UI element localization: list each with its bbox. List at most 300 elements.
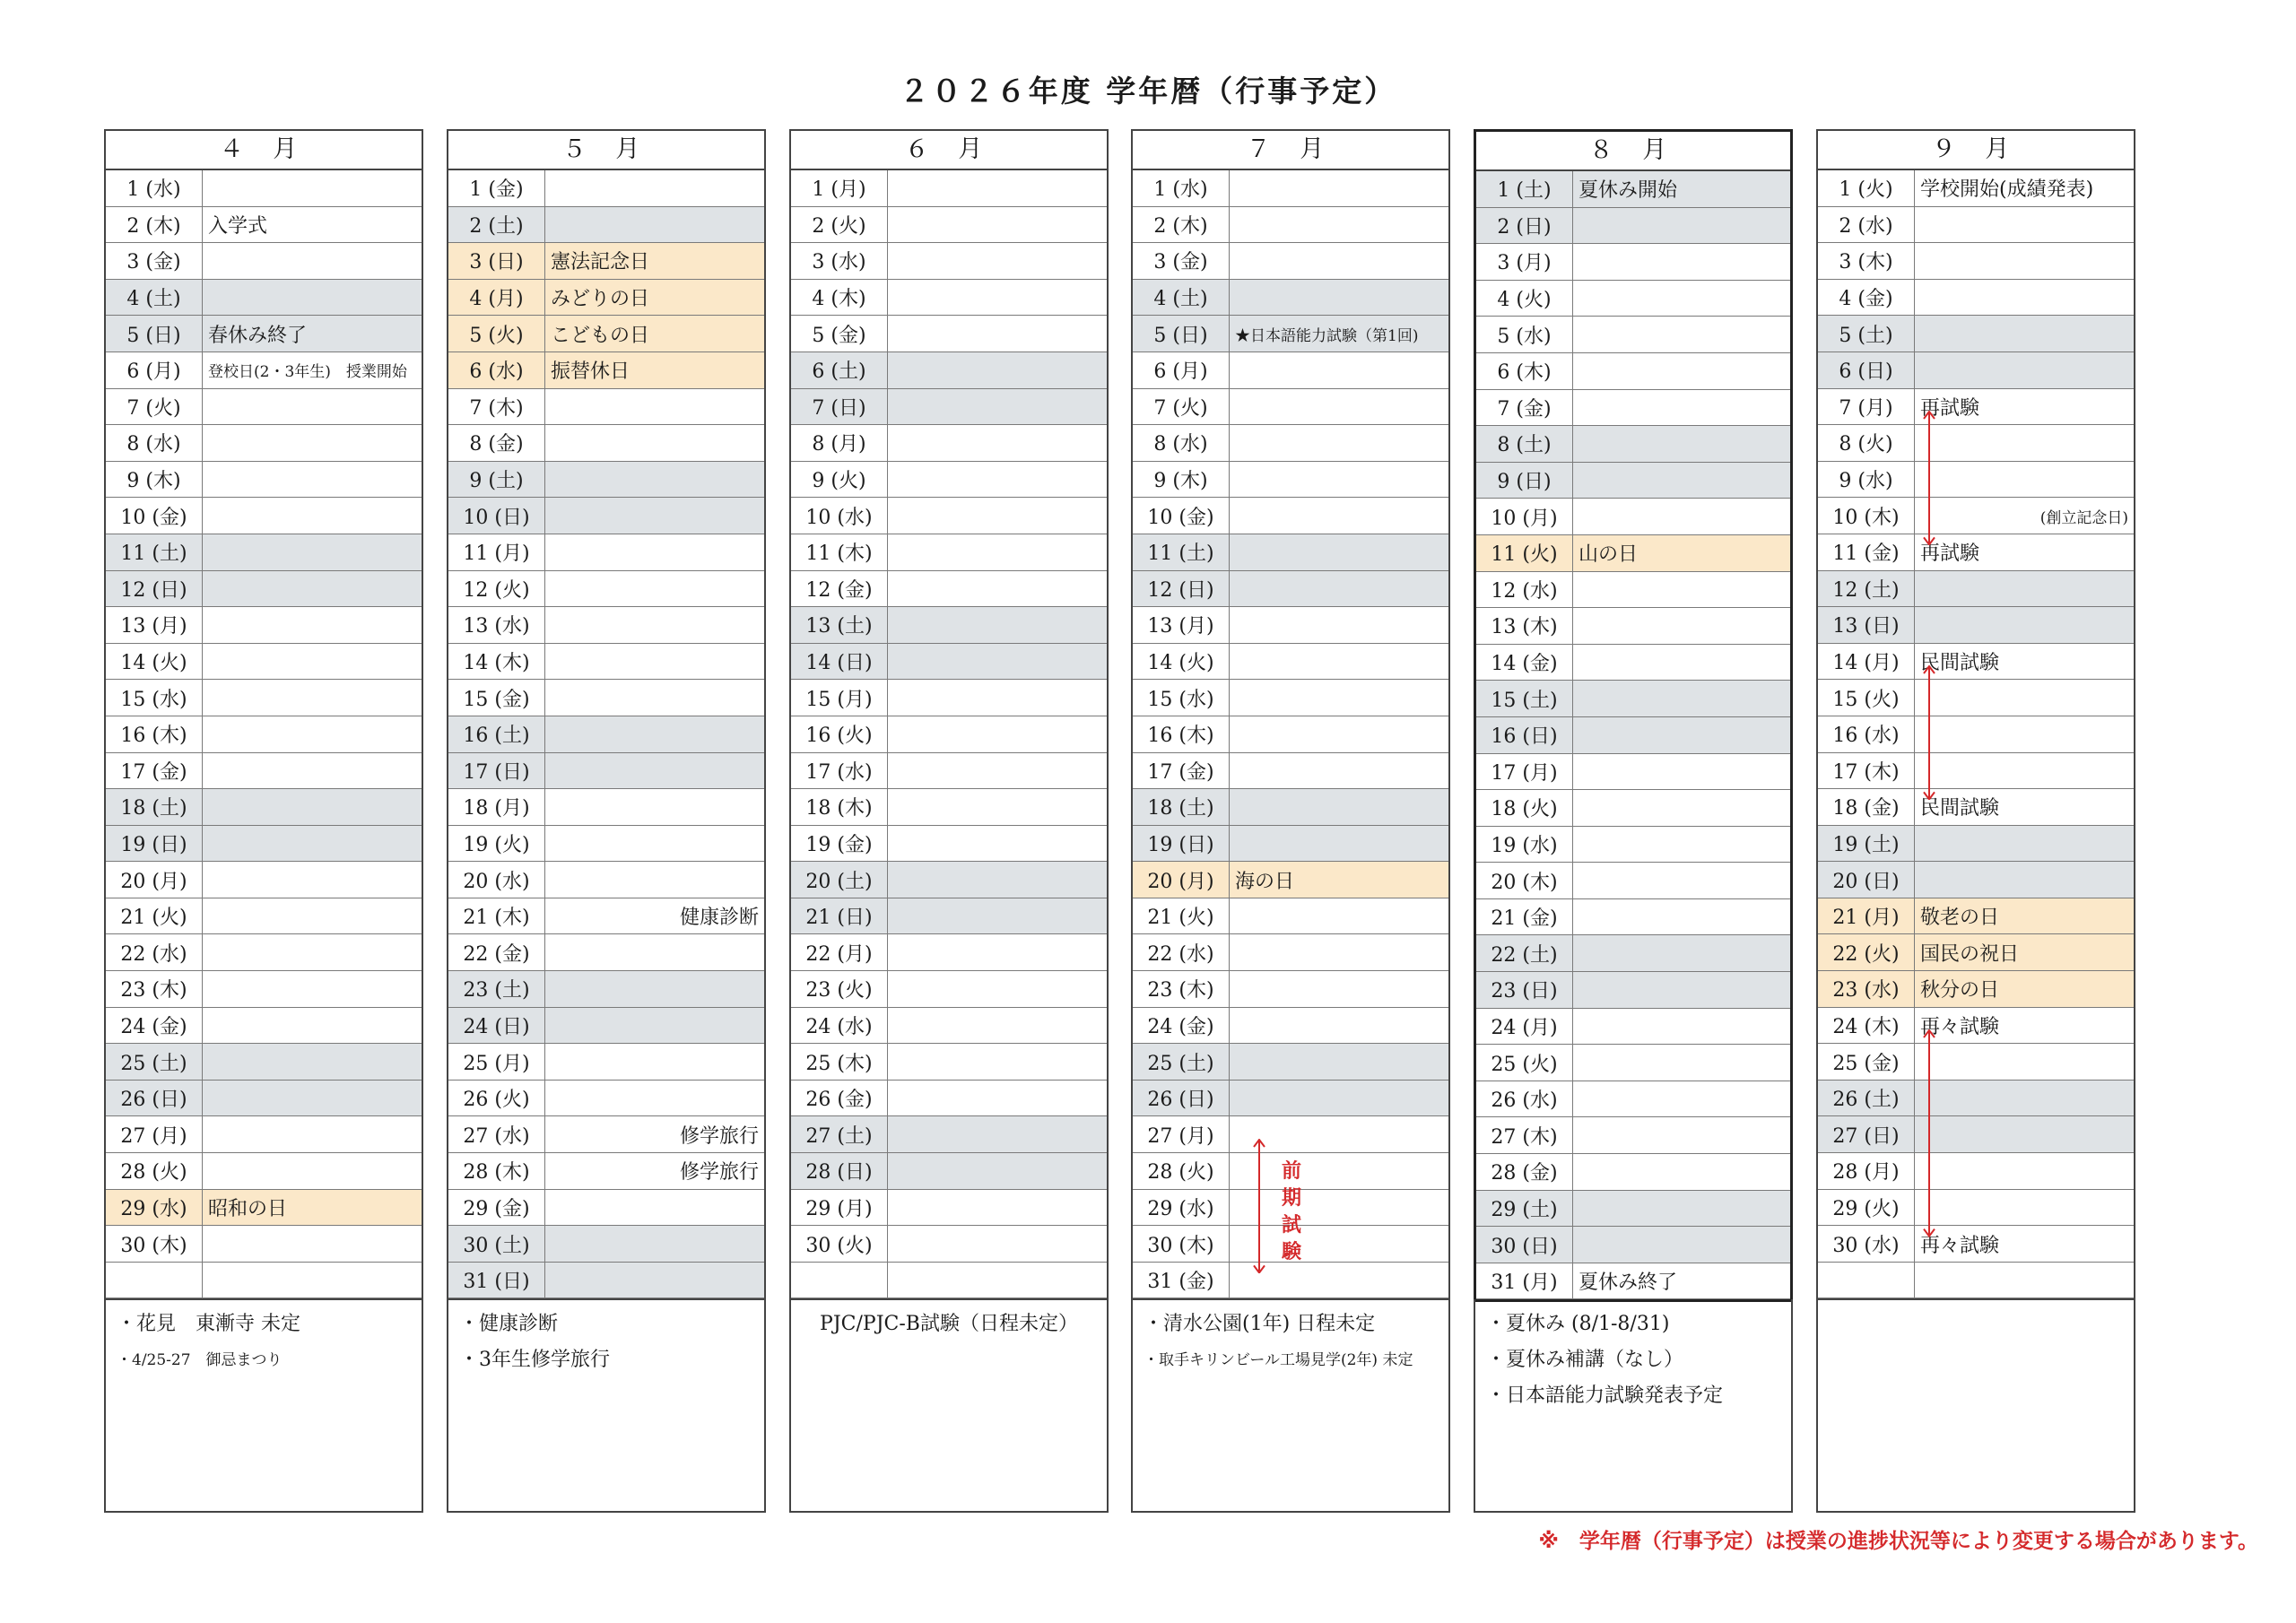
day-row bbox=[106, 1190, 422, 1227]
date-cell: 29 (火) bbox=[1818, 1190, 1915, 1226]
date-cell: 20 (土) bbox=[791, 862, 888, 898]
day-row bbox=[1476, 717, 1790, 754]
event-cell bbox=[545, 1190, 764, 1226]
event-cell bbox=[1230, 280, 1448, 316]
date-cell: 28 (日) bbox=[791, 1153, 888, 1189]
date-cell: 29 (土) bbox=[1476, 1191, 1573, 1227]
day-row bbox=[448, 1153, 764, 1190]
day-row bbox=[448, 243, 764, 280]
date-cell: 1 (水) bbox=[106, 170, 203, 206]
event-cell bbox=[1915, 207, 2134, 243]
date-cell: 13 (水) bbox=[448, 607, 545, 643]
day-row bbox=[1818, 352, 2134, 389]
day-row bbox=[1133, 280, 1448, 317]
date-cell: 23 (木) bbox=[1133, 971, 1230, 1007]
day-row bbox=[448, 389, 764, 426]
date-cell: 21 (月) bbox=[1818, 898, 1915, 934]
day-row bbox=[1133, 534, 1448, 571]
event-cell: 山の日 bbox=[1578, 543, 1639, 567]
event-cell bbox=[1573, 499, 1790, 534]
event-cell bbox=[888, 1190, 1107, 1226]
event-cell bbox=[1573, 244, 1790, 280]
date-cell: 21 (金) bbox=[1476, 899, 1573, 935]
day-row bbox=[448, 1226, 764, 1263]
event-cell: 健康診断 bbox=[679, 907, 759, 930]
month-notes bbox=[1816, 1299, 2135, 1513]
event-cell bbox=[545, 498, 764, 534]
day-row bbox=[1476, 171, 1790, 208]
day-row bbox=[106, 243, 422, 280]
note-item: ・健康診断 bbox=[459, 1312, 559, 1335]
date-cell: 17 (金) bbox=[1133, 753, 1230, 789]
note-item: ・夏休み (8/1-8/31) bbox=[1486, 1312, 1670, 1335]
date-cell: 25 (火) bbox=[1476, 1045, 1573, 1081]
event-cell bbox=[1573, 935, 1790, 971]
date-cell: 22 (火) bbox=[1818, 934, 1915, 970]
date-cell: 31 (月) bbox=[1476, 1263, 1573, 1299]
date-cell: 13 (木) bbox=[1476, 608, 1573, 644]
date-cell: 20 (水) bbox=[448, 862, 545, 898]
date-cell: 24 (月) bbox=[1476, 1009, 1573, 1045]
event-cell: 海の日 bbox=[1235, 870, 1295, 893]
day-row bbox=[1476, 899, 1790, 936]
day-row bbox=[448, 534, 764, 571]
month-column bbox=[1474, 129, 1793, 1302]
event-cell bbox=[1573, 1227, 1790, 1263]
date-cell: 20 (月) bbox=[1133, 862, 1230, 898]
day-row bbox=[791, 1226, 1107, 1263]
day-row bbox=[448, 680, 764, 716]
date-cell: 18 (土) bbox=[1133, 789, 1230, 825]
event-cell bbox=[1230, 644, 1448, 680]
event-cell bbox=[888, 316, 1107, 352]
date-cell: 8 (月) bbox=[791, 425, 888, 461]
day-row bbox=[1476, 1263, 1790, 1300]
date-cell: 18 (金) bbox=[1818, 789, 1915, 825]
day-row bbox=[448, 1008, 764, 1045]
day-row bbox=[1476, 390, 1790, 427]
date-cell: 9 (日) bbox=[1476, 463, 1573, 499]
day-row bbox=[1818, 680, 2134, 716]
event-cell bbox=[1915, 352, 2134, 388]
day-row bbox=[1818, 316, 2134, 352]
day-row bbox=[106, 716, 422, 753]
event-cell bbox=[545, 1081, 764, 1116]
date-cell: 6 (土) bbox=[791, 352, 888, 388]
month-column bbox=[447, 129, 766, 1300]
day-row bbox=[106, 789, 422, 826]
event-cell bbox=[888, 498, 1107, 534]
date-cell: 21 (木) bbox=[448, 898, 545, 934]
date-cell bbox=[791, 1263, 888, 1298]
day-row bbox=[1476, 463, 1790, 499]
day-row bbox=[1133, 170, 1448, 207]
day-row bbox=[1133, 1044, 1448, 1081]
event-cell: 修学旅行 bbox=[679, 1161, 759, 1185]
day-row bbox=[448, 1263, 764, 1299]
date-cell: 8 (水) bbox=[1133, 425, 1230, 461]
event-cell bbox=[1230, 389, 1448, 425]
day-row bbox=[448, 1190, 764, 1227]
range-arrow-icon bbox=[1920, 411, 1938, 545]
event-cell bbox=[1573, 426, 1790, 462]
note-item: PJC/PJC-B試験（日程未定） bbox=[820, 1312, 1078, 1335]
date-cell: 23 (水) bbox=[1818, 971, 1915, 1007]
event-cell bbox=[1573, 827, 1790, 863]
event-cell bbox=[203, 462, 422, 498]
month-column bbox=[1131, 129, 1450, 1300]
date-cell: 18 (土) bbox=[106, 789, 203, 825]
date-cell: 26 (土) bbox=[1818, 1081, 1915, 1116]
day-row bbox=[1476, 972, 1790, 1009]
date-cell: 19 (水) bbox=[1476, 827, 1573, 863]
day-row bbox=[106, 534, 422, 571]
event-cell: みどりの日 bbox=[551, 288, 650, 311]
day-row bbox=[1818, 170, 2134, 207]
date-cell: 7 (日) bbox=[791, 389, 888, 425]
date-cell: 4 (火) bbox=[1476, 281, 1573, 317]
date-cell: 11 (土) bbox=[106, 534, 203, 570]
day-row bbox=[106, 862, 422, 898]
date-cell: 4 (金) bbox=[1818, 280, 1915, 316]
date-cell: 11 (木) bbox=[791, 534, 888, 570]
date-cell: 7 (火) bbox=[106, 389, 203, 425]
date-cell: 15 (金) bbox=[448, 680, 545, 716]
event-cell bbox=[203, 934, 422, 970]
day-row bbox=[1476, 1154, 1790, 1191]
day-row bbox=[1476, 790, 1790, 827]
day-row bbox=[1818, 1153, 2134, 1190]
date-cell: 6 (水) bbox=[448, 352, 545, 388]
event-cell bbox=[1230, 1008, 1448, 1044]
day-row bbox=[791, 498, 1107, 534]
day-row bbox=[1476, 499, 1790, 535]
event-cell bbox=[545, 971, 764, 1007]
event-cell: 登校日(2・3年生) 授業開始 bbox=[208, 363, 407, 382]
day-row bbox=[791, 425, 1107, 462]
day-row bbox=[106, 1008, 422, 1045]
day-row bbox=[1476, 244, 1790, 281]
month-header: ８ 月 bbox=[1476, 132, 1790, 171]
day-row bbox=[791, 826, 1107, 863]
day-row bbox=[106, 462, 422, 499]
event-cell bbox=[545, 1044, 764, 1080]
day-row bbox=[1818, 1226, 2134, 1263]
page-title: ２０２６年度 学年暦（行事予定） bbox=[899, 74, 1397, 108]
event-cell bbox=[888, 462, 1107, 498]
event-cell bbox=[203, 1081, 422, 1116]
day-row bbox=[448, 280, 764, 317]
date-cell: 24 (日) bbox=[448, 1008, 545, 1044]
date-cell: 30 (日) bbox=[1476, 1227, 1573, 1263]
date-cell: 14 (火) bbox=[1133, 644, 1230, 680]
date-cell: 15 (水) bbox=[1133, 680, 1230, 716]
date-cell: 30 (水) bbox=[1818, 1226, 1915, 1262]
event-cell bbox=[1230, 753, 1448, 789]
day-row bbox=[1476, 1009, 1790, 1046]
day-row bbox=[1133, 243, 1448, 280]
date-cell: 25 (金) bbox=[1818, 1044, 1915, 1080]
event-cell bbox=[1915, 571, 2134, 607]
event-cell: 振替休日 bbox=[551, 360, 631, 384]
day-row bbox=[106, 1044, 422, 1081]
date-cell: 3 (日) bbox=[448, 243, 545, 279]
day-row bbox=[791, 934, 1107, 971]
day-row bbox=[1476, 827, 1790, 864]
date-cell: 21 (日) bbox=[791, 898, 888, 934]
day-row bbox=[1133, 1008, 1448, 1045]
day-row bbox=[106, 1116, 422, 1153]
day-row bbox=[1133, 425, 1448, 462]
date-cell: 20 (日) bbox=[1818, 862, 1915, 898]
event-cell bbox=[203, 1263, 422, 1298]
day-row bbox=[448, 862, 764, 898]
event-cell bbox=[888, 644, 1107, 680]
event-cell bbox=[203, 280, 422, 316]
event-cell bbox=[1573, 754, 1790, 790]
event-cell bbox=[888, 1081, 1107, 1116]
day-row bbox=[448, 207, 764, 244]
day-row bbox=[106, 753, 422, 790]
event-cell bbox=[545, 425, 764, 461]
month-column bbox=[1816, 129, 2135, 1300]
date-cell: 12 (日) bbox=[1133, 571, 1230, 607]
event-cell bbox=[203, 607, 422, 643]
day-row bbox=[1476, 1227, 1790, 1263]
date-cell: 27 (水) bbox=[448, 1116, 545, 1152]
date-cell: 7 (金) bbox=[1476, 390, 1573, 426]
day-row bbox=[106, 898, 422, 935]
date-cell: 24 (金) bbox=[106, 1008, 203, 1044]
date-cell: 9 (水) bbox=[1818, 462, 1915, 498]
event-cell bbox=[203, 498, 422, 534]
note-item: ・日本語能力試験発表予定 bbox=[1486, 1384, 1724, 1407]
event-cell bbox=[545, 170, 764, 206]
date-cell: 15 (月) bbox=[791, 680, 888, 716]
date-cell: 31 (金) bbox=[1133, 1263, 1230, 1298]
event-cell: 学校開始(成績発表) bbox=[1920, 178, 2094, 202]
day-row bbox=[1133, 680, 1448, 716]
day-row bbox=[106, 607, 422, 644]
day-row bbox=[791, 607, 1107, 644]
event-cell bbox=[888, 753, 1107, 789]
event-cell bbox=[203, 1008, 422, 1044]
date-cell: 8 (土) bbox=[1476, 426, 1573, 462]
date-cell bbox=[1818, 1263, 1915, 1298]
day-row bbox=[791, 462, 1107, 499]
event-cell bbox=[545, 462, 764, 498]
day-row bbox=[1476, 281, 1790, 317]
date-cell: 23 (日) bbox=[1476, 972, 1573, 1008]
event-cell bbox=[203, 971, 422, 1007]
month-notes bbox=[1474, 1299, 1793, 1513]
day-row bbox=[791, 1190, 1107, 1227]
range-arrow-icon bbox=[1250, 1139, 1268, 1273]
day-row bbox=[448, 352, 764, 389]
event-cell: 秋分の日 bbox=[1920, 979, 2000, 1002]
date-cell: 6 (月) bbox=[1133, 352, 1230, 388]
day-row bbox=[791, 971, 1107, 1008]
event-cell bbox=[1230, 534, 1448, 570]
day-row bbox=[791, 352, 1107, 389]
day-row bbox=[791, 1008, 1107, 1045]
day-row bbox=[106, 170, 422, 207]
event-cell: こどもの日 bbox=[551, 324, 650, 347]
note-item: ・夏休み補講（なし） bbox=[1486, 1348, 1684, 1371]
event-cell bbox=[1915, 280, 2134, 316]
date-cell: 8 (金) bbox=[448, 425, 545, 461]
event-cell bbox=[888, 1116, 1107, 1152]
day-row bbox=[448, 716, 764, 753]
month-header: ６ 月 bbox=[791, 131, 1107, 170]
date-cell: 22 (土) bbox=[1476, 935, 1573, 971]
event-cell bbox=[203, 425, 422, 461]
date-cell: 26 (火) bbox=[448, 1081, 545, 1116]
date-cell: 1 (水) bbox=[1133, 170, 1230, 206]
day-row bbox=[791, 753, 1107, 790]
event-cell bbox=[1573, 1191, 1790, 1227]
date-cell: 2 (水) bbox=[1818, 207, 1915, 243]
day-row bbox=[791, 644, 1107, 681]
date-cell: 28 (火) bbox=[1133, 1153, 1230, 1189]
date-cell: 4 (土) bbox=[106, 280, 203, 316]
date-cell: 16 (土) bbox=[448, 716, 545, 752]
date-cell: 18 (月) bbox=[448, 789, 545, 825]
month-notes bbox=[1131, 1299, 1450, 1513]
date-cell: 3 (月) bbox=[1476, 244, 1573, 280]
day-row bbox=[791, 534, 1107, 571]
day-row bbox=[1133, 862, 1448, 898]
day-row bbox=[791, 1263, 1107, 1299]
day-row bbox=[1133, 571, 1448, 608]
event-cell bbox=[1573, 790, 1790, 826]
day-row bbox=[1476, 754, 1790, 791]
day-row bbox=[448, 498, 764, 534]
date-cell: 22 (月) bbox=[791, 934, 888, 970]
day-row bbox=[1818, 1263, 2134, 1299]
day-row bbox=[106, 644, 422, 681]
event-cell bbox=[203, 170, 422, 206]
day-row bbox=[1818, 789, 2134, 826]
date-cell: 13 (日) bbox=[1818, 607, 1915, 643]
event-cell bbox=[1230, 352, 1448, 388]
event-cell bbox=[1915, 1263, 2134, 1298]
day-row bbox=[791, 716, 1107, 753]
day-row bbox=[791, 680, 1107, 716]
event-cell bbox=[545, 789, 764, 825]
event-cell bbox=[888, 352, 1107, 388]
day-row bbox=[1476, 572, 1790, 609]
date-cell: 11 (月) bbox=[448, 534, 545, 570]
event-cell bbox=[888, 1263, 1107, 1298]
day-row bbox=[1133, 607, 1448, 644]
date-cell: 10 (月) bbox=[1476, 499, 1573, 534]
date-cell: 14 (金) bbox=[1476, 645, 1573, 681]
date-cell bbox=[106, 1263, 203, 1298]
date-cell: 14 (月) bbox=[1818, 644, 1915, 680]
day-row bbox=[791, 1044, 1107, 1081]
day-row bbox=[1133, 207, 1448, 244]
event-cell bbox=[1230, 898, 1448, 934]
event-cell bbox=[1573, 645, 1790, 681]
event-cell bbox=[1573, 390, 1790, 426]
day-row bbox=[1133, 826, 1448, 863]
day-row bbox=[448, 644, 764, 681]
event-cell bbox=[545, 680, 764, 716]
date-cell: 5 (火) bbox=[448, 316, 545, 352]
event-cell bbox=[1573, 681, 1790, 716]
event-cell bbox=[1573, 1081, 1790, 1117]
event-cell bbox=[1573, 281, 1790, 317]
day-row bbox=[1133, 352, 1448, 389]
date-cell: 3 (水) bbox=[791, 243, 888, 279]
event-cell bbox=[203, 716, 422, 752]
day-row bbox=[1818, 716, 2134, 753]
exam-period-label: 前期試験 bbox=[1282, 1159, 1302, 1263]
event-cell bbox=[203, 862, 422, 898]
day-row bbox=[106, 571, 422, 608]
day-row bbox=[448, 571, 764, 608]
day-row bbox=[106, 389, 422, 426]
date-cell: 9 (木) bbox=[106, 462, 203, 498]
day-row bbox=[448, 789, 764, 826]
event-cell bbox=[203, 789, 422, 825]
day-row bbox=[1476, 1045, 1790, 1081]
event-cell bbox=[545, 389, 764, 425]
event-cell bbox=[1915, 243, 2134, 279]
day-row bbox=[1818, 898, 2134, 935]
date-cell: 29 (水) bbox=[106, 1190, 203, 1226]
date-cell: 27 (木) bbox=[1476, 1117, 1573, 1153]
date-cell: 26 (日) bbox=[106, 1081, 203, 1116]
date-cell: 23 (木) bbox=[106, 971, 203, 1007]
event-cell bbox=[545, 862, 764, 898]
event-cell bbox=[1230, 170, 1448, 206]
day-row bbox=[1818, 462, 2134, 499]
day-row bbox=[1818, 1190, 2134, 1227]
day-row bbox=[1818, 934, 2134, 971]
event-cell: 再試験 bbox=[1920, 542, 1980, 566]
event-cell bbox=[545, 644, 764, 680]
day-row bbox=[1476, 1191, 1790, 1228]
date-cell: 6 (日) bbox=[1818, 352, 1915, 388]
month-notes bbox=[104, 1299, 423, 1513]
event-cell bbox=[1230, 1044, 1448, 1080]
event-cell bbox=[888, 425, 1107, 461]
date-cell: 13 (月) bbox=[1133, 607, 1230, 643]
event-cell bbox=[888, 971, 1107, 1007]
event-cell: 昭和の日 bbox=[208, 1197, 288, 1220]
day-row bbox=[791, 316, 1107, 352]
month-header: ７ 月 bbox=[1133, 131, 1448, 170]
date-cell: 2 (木) bbox=[1133, 207, 1230, 243]
date-cell: 21 (火) bbox=[106, 898, 203, 934]
day-row bbox=[791, 170, 1107, 207]
date-cell: 3 (金) bbox=[1133, 243, 1230, 279]
event-cell bbox=[203, 1226, 422, 1262]
event-cell bbox=[888, 571, 1107, 607]
date-cell: 16 (木) bbox=[106, 716, 203, 752]
event-cell bbox=[545, 571, 764, 607]
day-row bbox=[1818, 425, 2134, 462]
event-cell bbox=[203, 680, 422, 716]
date-cell: 3 (木) bbox=[1818, 243, 1915, 279]
date-cell: 1 (土) bbox=[1476, 171, 1573, 207]
event-cell bbox=[1573, 1117, 1790, 1153]
event-cell bbox=[1230, 462, 1448, 498]
day-row bbox=[1133, 498, 1448, 534]
day-row bbox=[106, 1226, 422, 1263]
